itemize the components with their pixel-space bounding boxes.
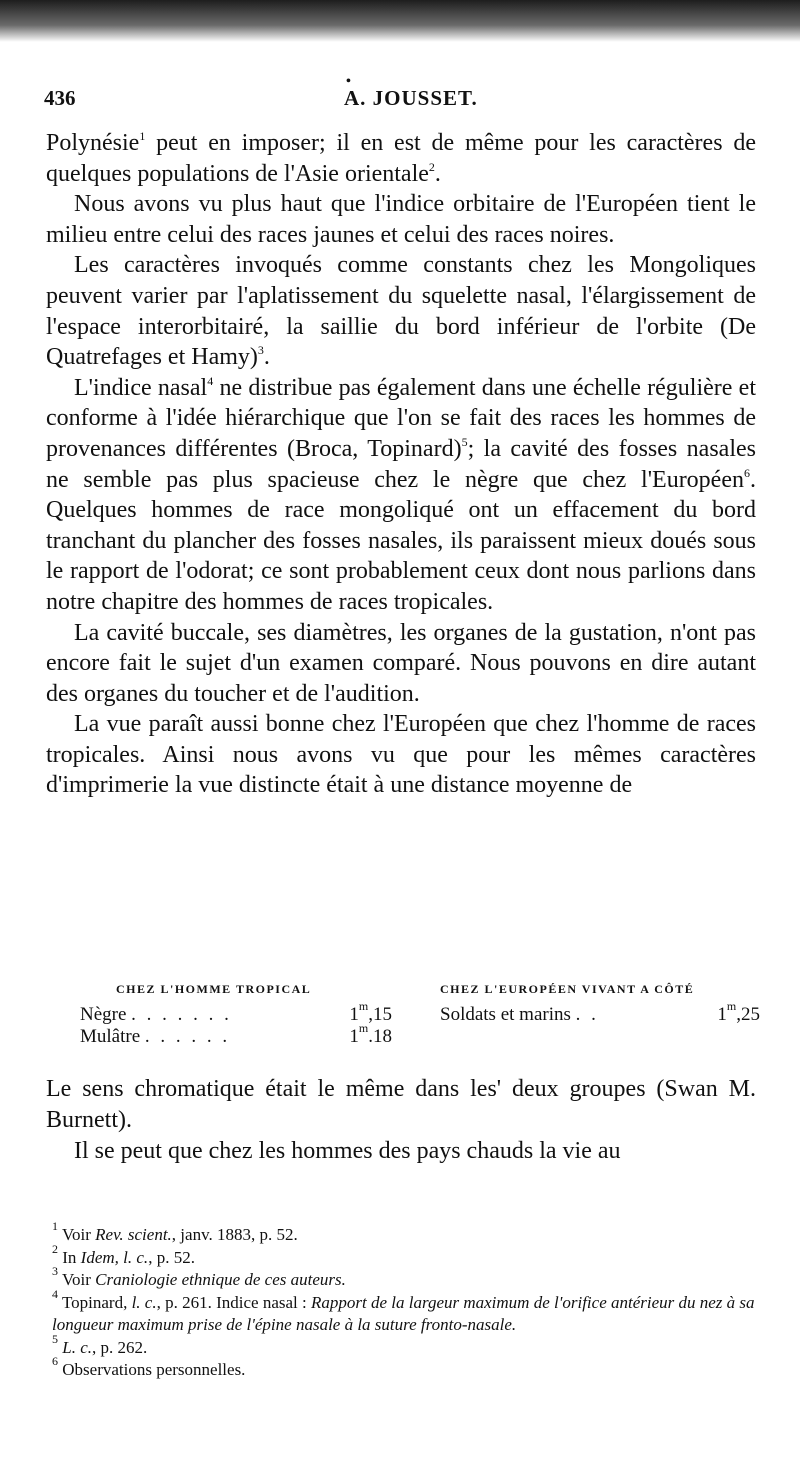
page-number: 436: [44, 86, 76, 110]
table-column-tropical: [80, 982, 410, 1048]
footnotes: [48, 1219, 756, 1382]
footnote-3: $^3$ Voir Craniologie ethnique de ces auteurs.: [52, 1264, 346, 1289]
footnote-ref: 6: [744, 465, 750, 480]
footnote-ref: 3: [257, 343, 264, 358]
table-row: Soldats et marins . . 1$^m$,25: [440, 999, 760, 1025]
paragraph-4: L'indice nasal$^4$ ne distribue pas également dans une échelle régulière et conforme à l'idée hiérarchique que l'on se fait des races les hommes de provenances différentes (Broca, Topinard)$^5$; la cavité des fosses nasales ne semble pas plus spacieuse chez le nègre que chez l'Européen$^6$. Quelques hommes de race mongoliqué ont un effacement du bord tranchant du plancher des fosses nasales, ils paraissent mieux doués sous le rapport de l'odorat; ce sont probablement ceux dont nous parlions dans notre chapitre des hommes de races tropicales.: [46, 373, 756, 615]
paragraph-5: La cavité buccale, ses diamètres, les organes de la gustation, n'ont pas encore fait le sujet d'un examen comparé. Nous pouvons en dire autant des organes du toucher et de l'audition.: [46, 619, 756, 707]
table-row: Mulâtre . . . . . . 1$^m$.18: [80, 1021, 392, 1047]
footnote-5: $^5$ L. c., p. 262.: [52, 1331, 148, 1357]
footnote-1: $^1$ Voir Rev. scient., janv. 1883, p. 52.: [52, 1219, 298, 1244]
page-top-shadow: [0, 0, 800, 42]
paragraph-8: Il se peut que chez les hommes des pays chauds la vie au: [74, 1138, 621, 1164]
header-dot: •: [346, 74, 351, 89]
main-text: [46, 128, 756, 801]
footnote-6: $^6$ Observations personnelles.: [52, 1354, 246, 1379]
footnote-ref: 5: [461, 434, 468, 449]
running-title: A. JOUSSET.: [344, 86, 478, 110]
footnote-4: $^4$ Topinard, l. c., p. 261. Indice nasal : Rapport de la largeur maximum de l'orifice antérieur du nez à sa longueur maximum prise de l'épine nasale à la suture fronto-nasale.: [52, 1286, 755, 1334]
footnote-ref: 2: [428, 159, 435, 174]
running-head: [44, 74, 760, 120]
table-row: Nègre . . . . . . . 1$^m$,15: [80, 999, 392, 1025]
paragraph-3: Les caractères invoqués comme constants chez les Mongoliques peuvent varier par l'aplatissement du squelette nasal, l'élargissement de l'espace interorbitairé, la saillie du bord inférieur de l'orbite (De Quatrefages et Hamy)$^3$.: [46, 252, 756, 371]
footnote-ref: 4: [207, 373, 214, 388]
paragraph-6: La vue paraît aussi bonne chez l'Européen que chez l'homme de races tropicales. Ainsi nous avons vu que pour les mêmes caractères d'imprimerie la vue distincte était à une distance moyenne de: [46, 711, 756, 799]
paragraph-7: Le sens chromatique était le même dans les' deux groupes (Swan M. Burnett).: [46, 1076, 756, 1133]
footnote-ref: 1: [139, 129, 146, 143]
table-header-european: CHEZ L'EUROPÉEN VIVANT A CÔTÉ: [440, 982, 695, 996]
footnote-2: $^2$ In Idem, l. c., p. 52.: [52, 1241, 195, 1267]
paragraph-2: Nous avons vu plus haut que l'indice orbitaire de l'Européen tient le milieu entre celui des races jaunes et celui des races noires.: [46, 191, 756, 248]
paragraph-1: Polynésie$^1$ peut en imposer; il en est de même pour les caractères de quelques populations de l'Asie orientale$^2$.: [46, 129, 756, 187]
table-column-european: [440, 982, 760, 1026]
table-header-tropical: CHEZ L'HOMME TROPICAL: [116, 982, 312, 996]
main-text-continued: [46, 1074, 756, 1167]
